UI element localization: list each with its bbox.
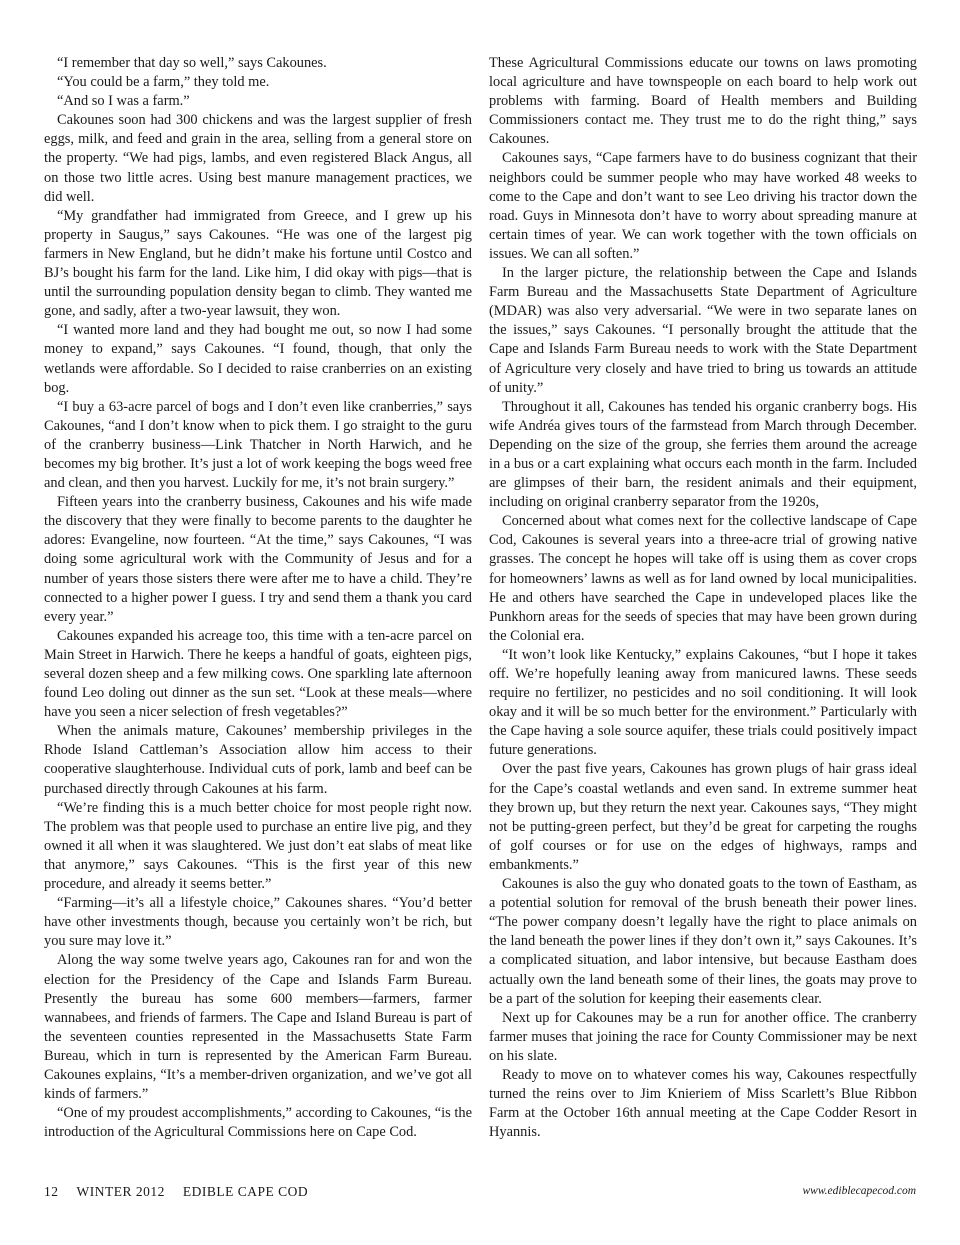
paragraph: “One of my proudest accomplishments,” according to Cakounes, “is the introduction of the Agricultural Commissions here on Cape Cod.: [44, 1105, 472, 1141]
paragraph: Ready to move on to whatever comes his way, Cakounes respectfully turned the reins over to Jim Knieriem of Miss Scarlett’s Blue Ribbon Farm at the October 16th annual meeting at the Cape Codder Resort in Hyannis.: [489, 1066, 917, 1141]
magazine-name: EDIBLE CAPE COD: [182, 1184, 309, 1199]
paragraph: Cakounes is also the guy who donated goats to the town of Eastham, as a potential solution for removal of the brush beneath their power lines. “The power company doesn’t legally have the right to place animals on the land beneath the power lines if they don’t own it,” says Cakounes. It’s a complicated situation, and labor intensive, but because Eastham does actually own the land beneath some of their lines, the goats may prove to be a part of the solution for keeping their easements clear.: [489, 876, 917, 1007]
paragraph: “Farming—it’s all a lifestyle choice,” Cakounes shares. “You’d better have other investments though, because you certainly won’t be rich, but you sure may love it.”: [44, 895, 472, 950]
paragraph: Fifteen years into the cranberry business, Cakounes and his wife made the discovery that they were finally to become parents to the daughter he adores: Evangeline, now fourteen. “At the time,” says Cakounes, “I was doing some agricultural work with the Community of Jesus and for a number of years those sisters there were after me to have a child. They’re connected to a higher power I guess. I try and send them a thank you card every year.”: [44, 494, 472, 625]
paragraph: Next up for Cakounes may be a run for another office. The cranberry farmer muses that joining the race for County Commissioner may be next on his slate.: [489, 1009, 917, 1064]
paragraph: “I wanted more land and they had bought me out, so now I had some money to expand,” says Cakounes. “I found, though, that only the wetlands were affordable. So I decided to raise cranberries on an existing bog.: [44, 322, 472, 396]
paragraph: “You could be a farm,” they told me.: [57, 74, 270, 91]
website-url: www.ediblecapecod.com: [802, 1185, 916, 1197]
paragraph: “I buy a 63-acre parcel of bogs and I don’t even like cranberries,” says Cakounes, “and I don’t know when to pick them. I go straight to the guru of the cranberry business—Link Thatcher in North Harwich, and he becomes my big brother. It’s just a lot of work keeping the bogs weed free and clean, and then you harvest. Luckily for me, it’s not brain surgery.”: [44, 398, 472, 492]
left-column: [44, 54, 472, 1142]
paragraph: Over the past five years, Cakounes has grown plugs of hair grass ideal for the Cape’s coastal wetlands and even sand. In extreme summer heat they brown up, but they return the next year. Cakounes says, “They might not be putting-green perfect, but they’d be great for carpeting the roughs of golf courses or for use on the edges of highways, ramps and embankments.”: [489, 761, 917, 873]
paragraph: “It won’t look like Kentucky,” explains Cakounes, “but I hope it takes off. We’re hopefully leaning away from manicured lawns. These seeds require no fertilizer, no pesticides and no soil conditioning. It will look okay and it will be so much better for the environment.” Particularly with the Cape having a sole source aquifer, these trials could positively impact future generations.: [489, 646, 917, 759]
paragraph: When the animals mature, Cakounes’ membership privileges in the Rhode Island Cattleman’s Association allow him access to their cooperative slaughterhouse. Individual cuts of pork, lamb and beef can be purchased directly through Cakounes at his farm.: [44, 723, 472, 797]
paragraph: Concerned about what comes next for the collective landscape of Cape Cod, Cakounes is several years into a three-acre trial of growing native grasses. The concept he hopes will take off is using them as cover crops for homeowners’ lawns as well as for land owned by local municipalities. He and others have searched the Cape in undeveloped places like the Punkhorn areas for the seeds of species that may have been grown during the Colonial era.: [489, 513, 917, 644]
paragraph: Throughout it all, Cakounes has tended his organic cranberry bogs. His wife Andréa gives tours of the farmstead from March through December. Depending on the size of the group, she ferries them around the acreage in a bus or a cart explaining what occurs each month in the farm. Included are glimpses of their barn, the resident animals and their equipment, including on original cranberry separator from the 1920s,: [489, 398, 917, 511]
right-column: [489, 54, 917, 1142]
paragraph: Cakounes says, “Cape farmers have to do business cognizant that their neighbors could be summer people who may have worked 48 weeks to come to the Cape and don’t want to see Leo driving his tractor down the road. Guys in Minnesota don’t have to worry about spreading manure at certain times of year. We can work together with the town officials on issues. We can all soften.”: [489, 150, 917, 262]
paragraph: Cakounes soon had 300 chickens and was the largest supplier of fresh eggs, milk, and feed and grain in the area, selling from a general store on the property. “We had pigs, lambs, and even registered Black Angus, all on those two little acres. Using best manure management practices, we did well.: [44, 112, 472, 205]
paragraph: These Agricultural Commissions educate our towns on laws promoting local agriculture and have townspeople on each board to help work out problems with farming. Board of Health members and Building Commissioners contact me. They trust me to do the right thing,” says Cakounes.: [489, 55, 917, 148]
folio: [44, 1184, 326, 1200]
paragraph: Cakounes expanded his acreage too, this time with a ten-acre parcel on Main Street in Harwich. There he keeps a handful of goats, eighteen pigs, several dozen sheep and a few milking cows. One sparkling late afternoon found Leo doling out dinner as the sun set. “Look at these meals—where have you seen a nicer selection of fresh vegetables?”: [44, 627, 472, 721]
paragraph: “And so I was a farm.”: [57, 93, 190, 110]
page-number: 12: [44, 1184, 59, 1199]
issue-label: WINTER 2012: [76, 1184, 165, 1199]
paragraph: “We’re finding this is a much better choice for most people right now. The problem was that people used to purchase an entire live pig, and they owned it all when it was slaughtered. We just don’t eat slabs of meat like that anymore,” says Cakounes. “This is the first year of this new procedure, and already it seems better.”: [44, 799, 472, 893]
paragraph: Along the way some twelve years ago, Cakounes ran for and won the election for the Presidency of the Cape and Islands Farm Bureau. Presently the bureau has some 600 members—farmers, farmer wannabees, and friends of farmers. The Cape and Island Bureau is part of the seventeen counties represented in the Massachusetts State Farm Bureau, which in turn is represented by the American Farm Bureau. Cakounes explains, “It’s a member-driven organization, and we’ve got all kinds of farmers.”: [44, 952, 472, 1103]
paragraph: “My grandfather had immigrated from Greece, and I grew up his property in Saugus,” says Cakounes. “He was one of the largest pig farmers in New England, but he didn’t make his fortune until Costco and BJ’s bought his farm for the land. Like him, I did okay with pigs—that is until the surrounding population density began to climb. They wanted me gone, and sadly, after a two-year lawsuit, they won.: [44, 207, 472, 320]
paragraph: In the larger picture, the relationship between the Cape and Islands Farm Bureau and the Massachusetts State Department of Agriculture (MDAR) was also very adversarial. “We were in two separate lanes on the issues,” says Cakounes. “I personally brought the attitude that the Cape and Islands Farm Bureau needs to work with the State Department of Agriculture very closely and have tried to bring us towards an attitude of unity.”: [489, 265, 917, 396]
page-footer: [44, 1184, 916, 1204]
paragraph: “I remember that day so well,” says Cakounes.: [57, 55, 327, 71]
